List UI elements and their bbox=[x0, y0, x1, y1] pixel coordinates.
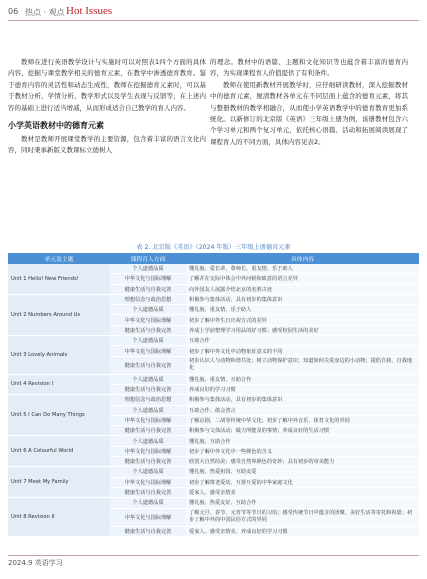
content-cell: 养成上学前整理学习用品的好习惯；感受校园生活的美好 bbox=[186, 325, 419, 335]
aspect-cell: 健康生活与自我完善 bbox=[110, 487, 186, 497]
unit-cell: Unit 4 Revision I bbox=[8, 374, 110, 395]
aspect-cell: 中华文化与国际理解 bbox=[110, 446, 186, 456]
content-cell: 懂礼貌、重友情、乐于助人 bbox=[186, 305, 419, 315]
content-cell: 懂礼貌、互助合作 bbox=[186, 436, 419, 446]
aspect-cell: 健康生活与自我完善 bbox=[110, 457, 186, 467]
table-row bbox=[8, 374, 419, 384]
unit-cell: Unit 2 Numbers Around Us bbox=[8, 294, 110, 335]
left-paragraph-1: 教师在进行英语教学设计与实施时可以对照表1四个方面的具体内容，挖掘与课堂教学相关的德育元素，在教学中渗透德育教育。鉴于德育内容的灵活性和动态生成性，教师在挖掘德育元素时，可以基于教材分析、学情分析、教学形式以及学生表现与反馈等，在上述内容的基础上进行适当增减，从而形成适合自己教学的育人内容。 bbox=[8, 58, 206, 112]
table-row bbox=[8, 264, 419, 274]
unit-cell: Unit 5 I Can Do Many Things bbox=[8, 395, 110, 436]
page-footer bbox=[8, 555, 419, 567]
aspect-cell: 理想信念与政治思想 bbox=[110, 294, 186, 304]
content-cell: 初步了解尊老爱幼、互帮互爱的中华家庭文化 bbox=[186, 477, 419, 487]
aspect-cell: 健康生活与自我完善 bbox=[110, 526, 186, 536]
content-cell: 懂礼貌、重友情、互助合作 bbox=[186, 374, 419, 384]
moral-elements-table bbox=[8, 253, 419, 537]
aspect-cell: 健康生活与自我完善 bbox=[110, 426, 186, 436]
table-title: 表 2. 北京版《英语》（2024 年版）三年级上册德育元素 bbox=[136, 244, 291, 251]
aspect-cell: 中华文化与国际理解 bbox=[110, 346, 186, 356]
aspect-cell: 健康生活与自我完善 bbox=[110, 325, 186, 335]
aspect-cell: 中华文化与国际理解 bbox=[110, 274, 186, 284]
content-cell: 初步了解中外文化中动物象征意义的不同 bbox=[186, 346, 419, 356]
content-cell: 积极参与集体活动，具有初步的集体意识 bbox=[186, 395, 419, 405]
table-row bbox=[8, 467, 419, 477]
right-column bbox=[210, 57, 408, 148]
aspect-cell: 中华文化与国际理解 bbox=[110, 477, 186, 487]
content-cell: 爱家人、感受亲情美 bbox=[186, 487, 419, 497]
table-row bbox=[8, 294, 419, 304]
aspect-cell: 健康生活与自我完善 bbox=[110, 356, 186, 374]
aspect-cell: 中华文化与国际理解 bbox=[110, 508, 186, 526]
content-cell: 了解京剧、二胡等传统中华文化；初步了解中外音乐、体育文化的异同 bbox=[186, 415, 419, 425]
table-header-row bbox=[8, 253, 419, 264]
unit-cell: Unit 8 Revision II bbox=[8, 498, 110, 537]
section-title: 小学英语教材中的德育元素 bbox=[8, 121, 104, 131]
aspect-cell: 个人道德品质 bbox=[110, 405, 186, 415]
header-unit: 单元及主题 bbox=[8, 253, 110, 264]
content-cell: 了解元旦、春节、元宵节等节日的习俗；感受传统节日中蕴含的团聚、美好生活等寄托和祝愿；初步了解中外的中国民俗方式的异同 bbox=[186, 508, 419, 526]
unit-cell: Unit 3 Lovely Animals bbox=[8, 336, 110, 375]
aspect-cell: 个人道德品质 bbox=[110, 264, 186, 274]
content-cell: 互助合作、敢会善言 bbox=[186, 405, 419, 415]
table-row bbox=[8, 436, 419, 446]
unit-cell: Unit 6 A Colourful World bbox=[8, 436, 110, 467]
content-cell: 积极参与集体活动、具有初步的集体意识 bbox=[186, 294, 419, 304]
table-row bbox=[8, 336, 419, 346]
content-cell: 初步了解中外生日庆祝方式的差异 bbox=[186, 315, 419, 325]
footer-text: 2024.9 英语学习 bbox=[8, 559, 63, 567]
aspect-cell: 个人道德品质 bbox=[110, 436, 186, 446]
aspect-cell: 个人道德品质 bbox=[110, 498, 186, 508]
aspect-cell: 中华文化与国际理解 bbox=[110, 415, 186, 425]
unit-cell: Unit 1 Hello! New Friends! bbox=[8, 264, 110, 294]
content-cell: 初步了解中外文化中一些颜色的含义 bbox=[186, 446, 419, 456]
aspect-cell: 个人道德品质 bbox=[110, 467, 186, 477]
page-number: 06 bbox=[8, 7, 19, 16]
table-row bbox=[8, 395, 419, 405]
table-row bbox=[8, 498, 419, 508]
content-cell: 懂礼貌、热爱祖国、互助友爱 bbox=[186, 467, 419, 477]
header-aspect: 课程育人方面 bbox=[110, 253, 186, 264]
aspect-cell: 个人道德品质 bbox=[110, 305, 186, 315]
aspect-cell: 健康生活与自我完善 bbox=[110, 284, 186, 294]
page-header bbox=[8, 6, 419, 21]
aspect-cell: 中华文化与国际理解 bbox=[110, 315, 186, 325]
right-paragraph-1: 的理念。教材中的语篇、主题和文化知识等也蕴含着丰富的德育内容，为实现课程育人价值提供了有利条件。 bbox=[210, 58, 408, 78]
left-column bbox=[8, 57, 206, 157]
content-cell: 向外国友人展露介绍北京的名胜古迹 bbox=[186, 284, 419, 294]
unit-cell: Unit 7 Meet My Family bbox=[8, 467, 110, 498]
content-cell: 爱家人、感受亲情美、养成良好的学习习惯 bbox=[186, 526, 419, 536]
aspect-cell: 个人道德品质 bbox=[110, 336, 186, 346]
content-cell: 欣赏大自然的美；感受自然界颜色的奇妙；具有初步的审美能力 bbox=[186, 457, 419, 467]
content-cell: 初步认识人与动物和谐共处；树立动物保护意识；知道如何关爱身边的小动物；提倡自我、自我地化 bbox=[186, 356, 419, 374]
section-name-en: Hot Issues bbox=[66, 5, 113, 17]
content-cell: 了解并在交际中体会中外问候和致意的语言差异 bbox=[186, 274, 419, 284]
content-cell: 养成良好的学习习惯 bbox=[186, 384, 419, 394]
aspect-cell: 理想信念与政治思想 bbox=[110, 395, 186, 405]
aspect-cell: 个人道德品质 bbox=[110, 374, 186, 384]
aspect-cell: 健康生活与自我完善 bbox=[110, 384, 186, 394]
right-paragraph-2: 教师在使用新教材开展教学时，应仔细研读教材，深入挖掘教材中的德育元素，厘清教材各单元在不同层面上蕴含的德育元素，将其与整册教材的教学相融合，从而使小学英语教学中的德育教育更加系统化。以新修订的北京版《英语》三年级上册为例，该册教材包含六个学习单元和两个复习单元，依托核心语篇、活动和拓展阅读展现了课程育人的不同方面，具体内容见表2。 bbox=[210, 80, 408, 146]
section-name: 热点 · 观点 bbox=[25, 8, 65, 17]
left-paragraph-2: 教材是教师开展课堂教学的主要资源，包含着丰富的语言文化内容，同时秉承新版义教课标立德树人 bbox=[8, 135, 206, 155]
header-content: 具体内容 bbox=[186, 253, 419, 264]
content-cell: 懂礼貌、热爱友好、互助合作 bbox=[186, 498, 419, 508]
content-cell: 懂礼貌、爱长辈、尊师长、重友情、乐于助人 bbox=[186, 264, 419, 274]
content-cell: 积极参与文体活动；做力所能及的事情；养成良好的生活习惯 bbox=[186, 426, 419, 436]
content-cell: 互助合作 bbox=[186, 336, 419, 346]
